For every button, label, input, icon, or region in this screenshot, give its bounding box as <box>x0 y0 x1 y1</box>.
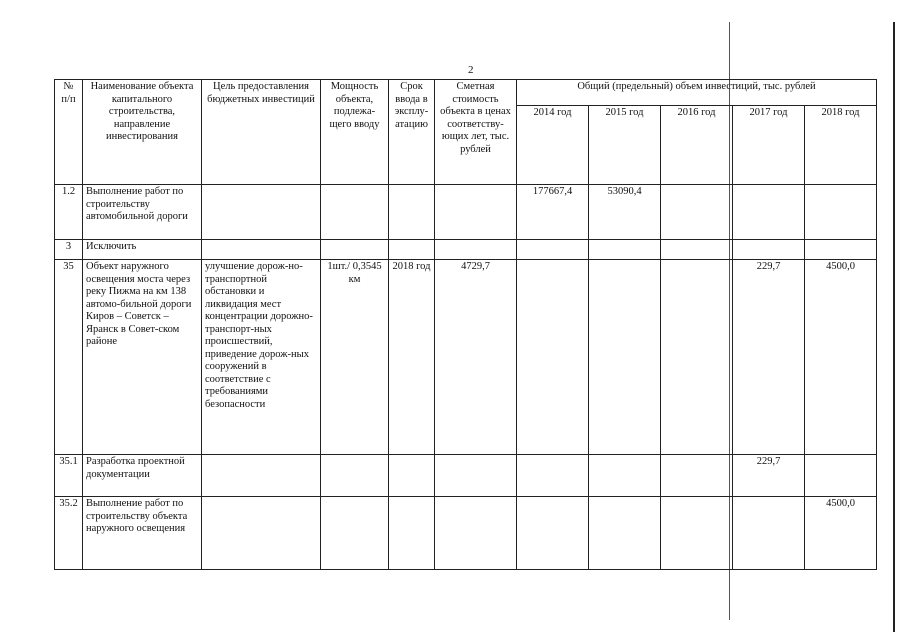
row-purpose <box>202 497 321 570</box>
header-purpose: Цель предоставления бюджетных инвестиций <box>202 80 321 185</box>
row-name: Выполнение работ по строительству автомобильной дороги <box>83 185 202 240</box>
row-cost <box>435 240 517 260</box>
header-num: № п/п <box>55 80 83 185</box>
row-term <box>389 455 435 497</box>
row-2014 <box>517 260 589 455</box>
row-2018: 4500,0 <box>805 497 877 570</box>
row-term <box>389 497 435 570</box>
row-2017 <box>733 240 805 260</box>
row-capacity <box>321 497 389 570</box>
header-cost: Сметная стоимость объекта в ценах соответству-ющих лет, тыс. рублей <box>435 80 517 185</box>
header-total-investment: Общий (предельный) объем инвестиций, тыс. рублей <box>517 80 877 106</box>
row-purpose <box>202 455 321 497</box>
row-2015 <box>589 455 661 497</box>
row-capacity <box>321 240 389 260</box>
table-row <box>55 185 877 240</box>
row-2018: 4500,0 <box>805 260 877 455</box>
row-2014 <box>517 455 589 497</box>
row-2016 <box>661 240 733 260</box>
row-name: Исключить <box>83 240 202 260</box>
row-purpose <box>202 185 321 240</box>
row-cost <box>435 455 517 497</box>
table-row <box>55 497 877 570</box>
row-num: 35.2 <box>55 497 83 570</box>
header-year-2017: 2017 год <box>733 106 805 185</box>
row-purpose: улучшение дорож-но-транспортной обстановки и ликвидация мест концентрации дорожно-транспорт-ных происшествий, приведение дорож-ных сооружений в соответствие с требованиями безопасности <box>202 260 321 455</box>
row-term <box>389 240 435 260</box>
row-2016 <box>661 260 733 455</box>
row-purpose <box>202 240 321 260</box>
row-term: 2018 год <box>389 260 435 455</box>
row-2015 <box>589 240 661 260</box>
header-name: Наименование объекта капитального строительства, направление инвестирования <box>83 80 202 185</box>
table-row <box>55 455 877 497</box>
row-2017 <box>733 497 805 570</box>
row-2014: 177667,4 <box>517 185 589 240</box>
page-number: 2 <box>468 64 474 76</box>
row-num: 35.1 <box>55 455 83 497</box>
row-2017: 229,7 <box>733 260 805 455</box>
table-row <box>55 240 877 260</box>
row-2018 <box>805 185 877 240</box>
row-num: 35 <box>55 260 83 455</box>
row-2017 <box>733 185 805 240</box>
row-capacity: 1шт./ 0,3545 км <box>321 260 389 455</box>
scan-artifact-edge <box>893 22 895 632</box>
row-2014 <box>517 240 589 260</box>
row-cost <box>435 185 517 240</box>
row-2016 <box>661 455 733 497</box>
table-row <box>55 260 877 455</box>
header-capacity: Мощность объекта, подлежа-щего вводу <box>321 80 389 185</box>
row-capacity <box>321 185 389 240</box>
header-year-2014: 2014 год <box>517 106 589 185</box>
row-2017: 229,7 <box>733 455 805 497</box>
row-num: 1.2 <box>55 185 83 240</box>
row-name: Разработка проектной документации <box>83 455 202 497</box>
row-cost: 4729,7 <box>435 260 517 455</box>
row-2015: 53090,4 <box>589 185 661 240</box>
row-2016 <box>661 497 733 570</box>
row-2015 <box>589 497 661 570</box>
row-2016 <box>661 185 733 240</box>
row-name: Объект наружного освещения моста через реку Пижма на км 138 автомо-бильной дороги Киров – Советск – Яранск в Совет-ском районе <box>83 260 202 455</box>
row-term <box>389 185 435 240</box>
row-cost <box>435 497 517 570</box>
row-capacity <box>321 455 389 497</box>
header-year-2015: 2015 год <box>589 106 661 185</box>
row-name: Выполнение работ по строительству объекта наружного освещения <box>83 497 202 570</box>
header-year-2016: 2016 год <box>661 106 733 185</box>
header-term: Срок ввода в эксплу-атацию <box>389 80 435 185</box>
row-2018 <box>805 240 877 260</box>
row-2018 <box>805 455 877 497</box>
investment-table <box>54 79 877 570</box>
row-num: 3 <box>55 240 83 260</box>
header-year-2018: 2018 год <box>805 106 877 185</box>
row-2014 <box>517 497 589 570</box>
row-2015 <box>589 260 661 455</box>
